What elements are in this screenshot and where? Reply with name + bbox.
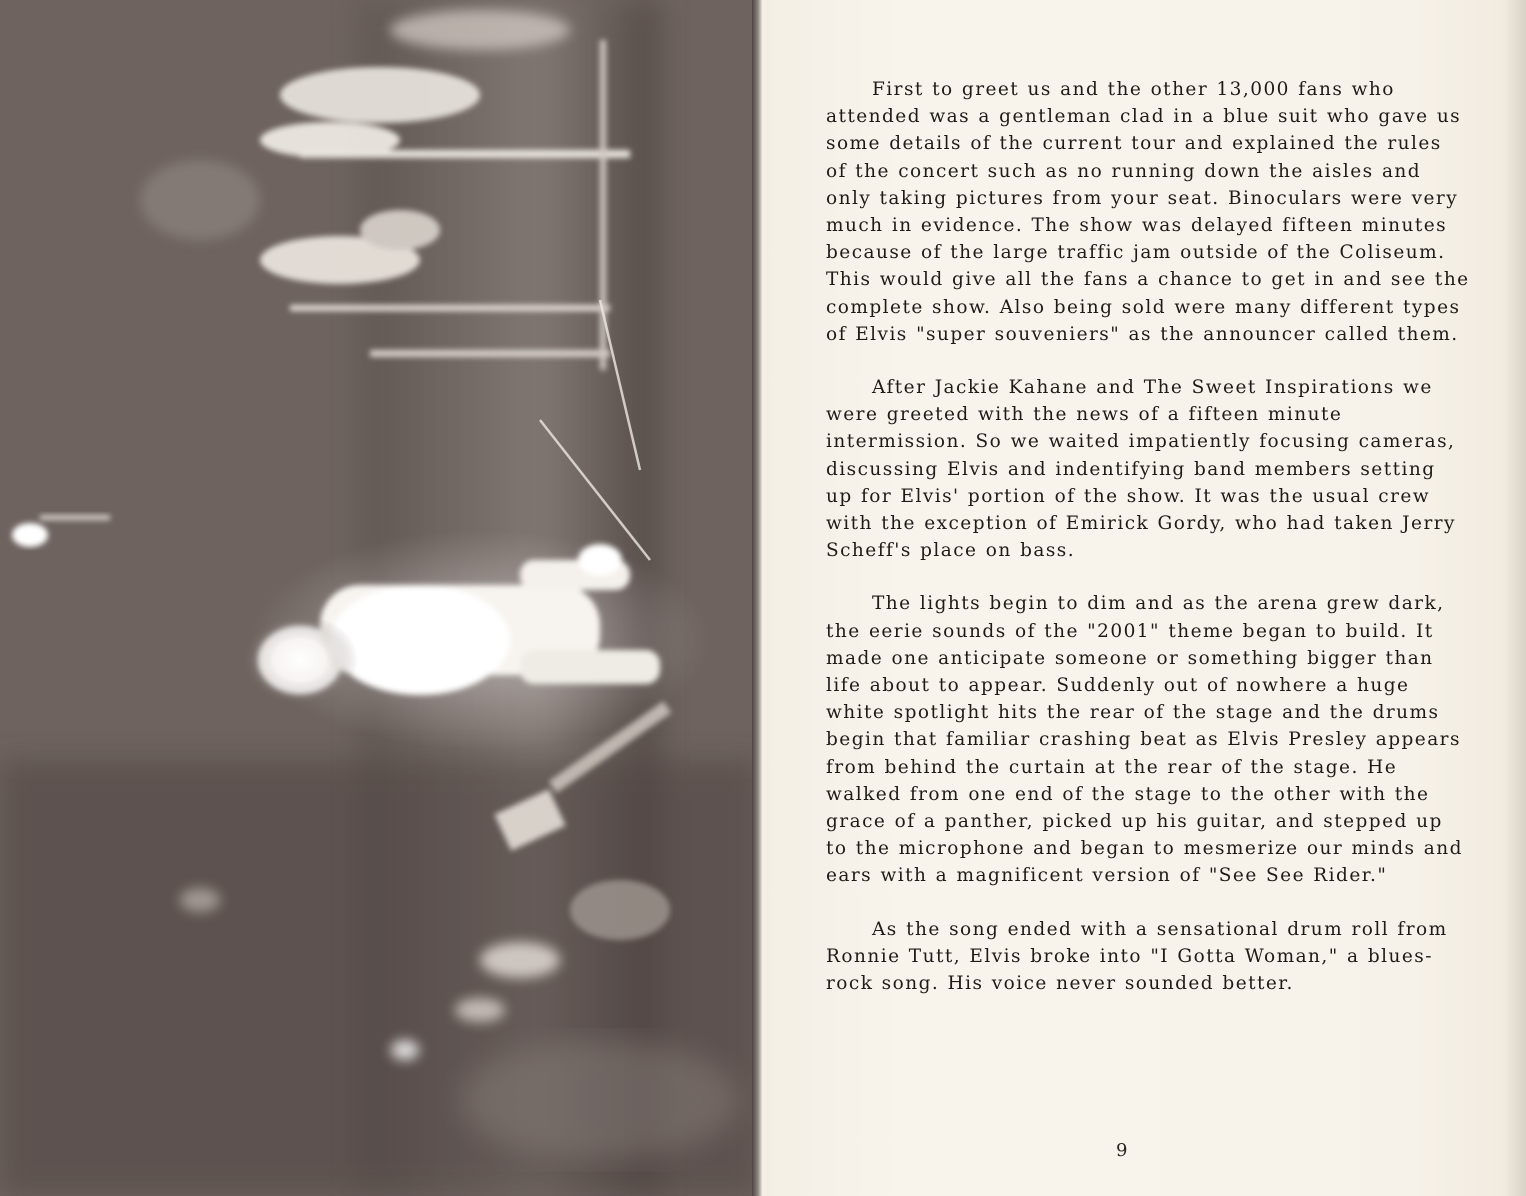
photo-graphic <box>0 0 760 1196</box>
paragraph-1: First to greet us and the other 13,000 fans who attended was a gentleman clad in a blue suit who gave us some details of the current tour and explained the rules of the concert such as no running down the aisles and only taking pictures from your seat. Binoculars were very much in evidence. The show was delayed fifteen minutes because of the large traffic jam outside of the Coliseum. This would give all the fans a chance to get in and see the complete show. Also being sold were many different types of Elvis "super souveniers" as the announcer called them. <box>826 79 1470 345</box>
paragraph-2: After Jackie Kahane and The Sweet Inspirations we were greeted with the news of a fifteen minute intermission. So we waited impatiently focusing cameras, discussing Elvis and indentifying band members setting up for Elvis' portion of the show. It was the usual crew with the exception of Emirick Gordy, who had taken Jerry Scheff's place on bass. <box>826 377 1456 562</box>
page-number: 9 <box>1116 1140 1128 1161</box>
paragraph-4: As the song ended with a sensational drum roll from Ronnie Tutt, Elvis broke into "I Gotta Woman," a blues-rock song. His voice never sounded better. <box>826 918 1448 995</box>
page-edge-shadow <box>1504 0 1526 1196</box>
concert-stage-photo <box>0 0 760 1196</box>
paragraph-3: The lights begin to dim and as the arena grew dark, the eerie sounds of the "2001" theme began to build. It made one anticipate someone or something bigger than life about to appear. Suddenly out of nowhere a huge white spotlight hits the rear of the stage and the drums begin that familiar crashing beat as Elvis Presley appears from behind the curtain at the rear of the stage. He walked from one end of the stage to the other with the grace of a panther, picked up his guitar, and stepped up to the microphone and began to mesmerize our minds and ears with a magnificent version of "See See Rider." <box>826 593 1463 887</box>
binding-gutter <box>752 0 762 1196</box>
text-page <box>762 0 1526 1196</box>
article-body <box>826 76 1470 1023</box>
